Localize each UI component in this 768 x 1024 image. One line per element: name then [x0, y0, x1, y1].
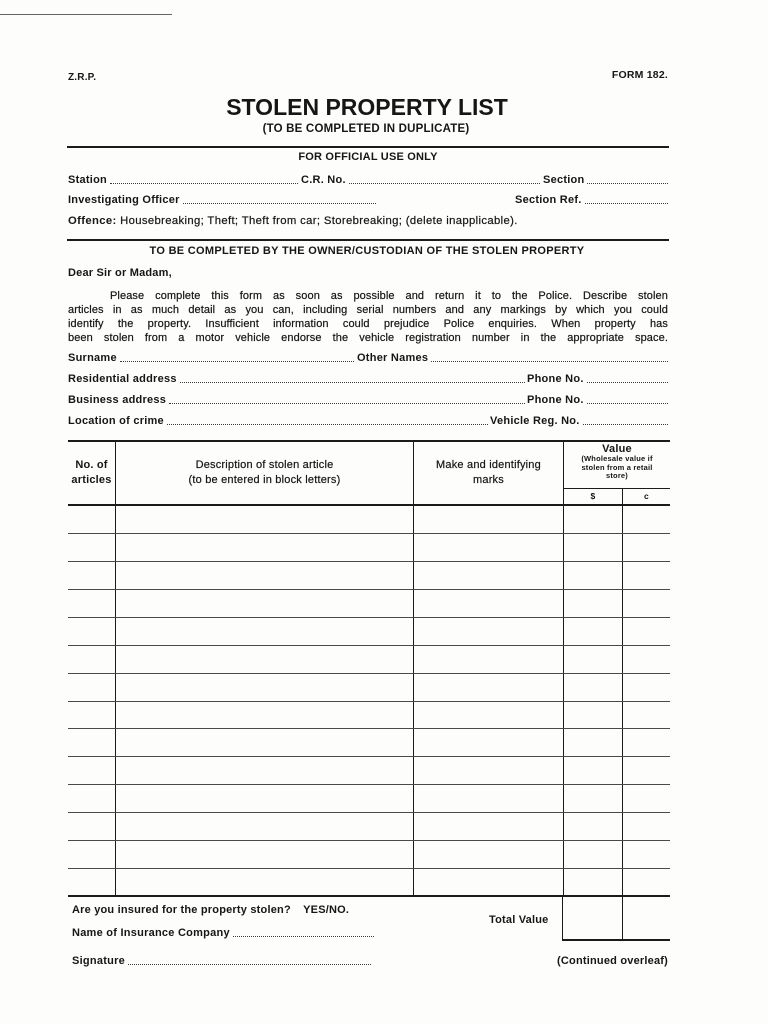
value-dollars-cell[interactable]	[564, 813, 623, 840]
marks-column-header	[414, 442, 564, 504]
article-count-cell[interactable]	[68, 841, 116, 868]
section-divider	[67, 239, 669, 241]
insurance-yes-no[interactable]: YES/NO.	[303, 904, 350, 916]
business-address-label: Business address	[68, 394, 167, 406]
identifying-marks-cell[interactable]	[414, 674, 564, 701]
description-cell[interactable]	[116, 813, 414, 840]
article-count-cell[interactable]	[68, 618, 116, 645]
identifying-marks-cell[interactable]	[414, 590, 564, 617]
identifying-marks-cell[interactable]	[414, 562, 564, 589]
offence-options[interactable]: Housebreaking; Theft; Theft from car; Storebreaking; (delete inapplicable).	[120, 215, 518, 227]
salutation: Dear Sir or Madam,	[68, 267, 172, 279]
marks-header-line: marks	[473, 474, 504, 486]
owner-section-heading: TO BE COMPLETED BY THE OWNER/CUSTODIAN OF THE STOLEN PROPERTY	[149, 245, 585, 257]
table-row	[68, 674, 670, 702]
description-cell[interactable]	[116, 785, 414, 812]
officer-label: Investigating Officer	[68, 194, 180, 206]
insurance-question-line	[72, 905, 349, 916]
identifying-marks-cell[interactable]	[414, 813, 564, 840]
section-field[interactable]	[587, 174, 668, 184]
value-header-note: stolen from a retail	[581, 462, 653, 472]
section-ref-label: Section Ref.	[515, 194, 582, 206]
other-names-field[interactable]	[431, 352, 668, 362]
article-count-cell[interactable]	[68, 562, 116, 589]
insurance-company-label: Name of Insurance Company	[72, 927, 230, 939]
article-count-cell[interactable]	[68, 785, 116, 812]
value-header-note: store)	[605, 471, 629, 480]
surname-label: Surname	[68, 352, 117, 364]
dollars-subheader: $	[564, 489, 623, 504]
article-count-cell[interactable]	[68, 869, 116, 895]
property-table-body	[68, 506, 670, 897]
station-field[interactable]	[110, 174, 298, 184]
table-row	[68, 702, 670, 730]
section-divider	[67, 146, 669, 148]
value-dollars-cell[interactable]	[564, 729, 623, 756]
insurance-question: Are you insured for the property stolen?	[72, 904, 291, 916]
instructions-line: been stolen from a motor vehicle endorse the vehicle registration number in the appropriate space.	[68, 332, 668, 344]
count-column-header	[68, 442, 116, 504]
description-cell[interactable]	[116, 757, 414, 784]
description-cell[interactable]	[116, 869, 414, 895]
table-row	[68, 869, 670, 897]
instructions-line: Please complete this form as soon as possible and return it to the Police. Describe stolen	[110, 290, 668, 302]
identifying-marks-cell[interactable]	[414, 869, 564, 895]
other-names-label: Other Names	[357, 352, 429, 364]
scan-edge-line	[0, 14, 172, 15]
description-column-header	[116, 442, 414, 504]
value-column-header	[564, 442, 670, 504]
form-number: FORM 182.	[611, 69, 668, 81]
count-header-line: No. of	[75, 459, 108, 471]
article-count-cell[interactable]	[68, 757, 116, 784]
value-dollars-cell[interactable]	[564, 757, 623, 784]
signature-label: Signature	[72, 955, 125, 967]
identifying-marks-cell[interactable]	[414, 646, 564, 673]
business-address-field[interactable]	[169, 394, 525, 404]
value-cents-cell[interactable]	[623, 590, 670, 617]
table-row	[68, 646, 670, 674]
value-cents-cell[interactable]	[623, 506, 670, 533]
identifying-marks-cell[interactable]	[414, 618, 564, 645]
table-row	[68, 785, 670, 813]
form-title: STOLEN PROPERTY LIST	[226, 94, 508, 120]
table-row	[68, 813, 670, 841]
residential-phone-label: Phone No.	[527, 373, 584, 385]
article-count-cell[interactable]	[68, 534, 116, 561]
identifying-marks-cell[interactable]	[414, 785, 564, 812]
officer-field[interactable]	[183, 194, 376, 204]
value-dollars-cell[interactable]	[564, 534, 623, 561]
article-count-cell[interactable]	[68, 729, 116, 756]
residential-phone-field[interactable]	[587, 373, 668, 383]
description-cell[interactable]	[116, 590, 414, 617]
article-count-cell[interactable]	[68, 590, 116, 617]
cr-no-field[interactable]	[349, 174, 540, 184]
value-cents-cell[interactable]	[623, 785, 670, 812]
value-cents-cell[interactable]	[623, 618, 670, 645]
form-subtitle: (TO BE COMPLETED IN DUPLICATE)	[262, 123, 470, 135]
identifying-marks-cell[interactable]	[414, 757, 564, 784]
total-value-box	[562, 897, 670, 941]
description-cell[interactable]	[116, 534, 414, 561]
value-cents-cell[interactable]	[623, 757, 670, 784]
identifying-marks-cell[interactable]	[414, 702, 564, 729]
value-cents-cell[interactable]	[623, 813, 670, 840]
description-header-line: (to be entered in block letters)	[188, 474, 341, 486]
value-dollars-cell[interactable]	[564, 618, 623, 645]
agency-code: Z.R.P.	[68, 72, 97, 83]
article-count-cell[interactable]	[68, 506, 116, 533]
article-count-cell[interactable]	[68, 702, 116, 729]
table-row	[68, 506, 670, 534]
section-label: Section	[543, 174, 585, 186]
residential-address-label: Residential address	[68, 373, 177, 385]
table-row	[68, 534, 670, 562]
total-value-label: Total Value	[489, 914, 549, 926]
value-cents-cell[interactable]	[623, 562, 670, 589]
value-dollars-cell[interactable]	[564, 674, 623, 701]
description-cell[interactable]	[116, 562, 414, 589]
value-cents-cell[interactable]	[623, 702, 670, 729]
value-cents-cell[interactable]	[623, 729, 670, 756]
value-cents-cell[interactable]	[623, 869, 670, 895]
total-dollars-cell[interactable]	[563, 897, 623, 939]
value-cents-cell[interactable]	[623, 674, 670, 701]
article-count-cell[interactable]	[68, 813, 116, 840]
table-row	[68, 729, 670, 757]
official-use-heading: FOR OFFICIAL USE ONLY	[298, 151, 438, 163]
table-row	[68, 757, 670, 785]
value-cents-cell[interactable]	[623, 646, 670, 673]
description-header-line: Description of stolen article	[195, 459, 334, 471]
description-cell[interactable]	[116, 841, 414, 868]
cr-no-label: C.R. No.	[301, 174, 346, 186]
table-row	[68, 841, 670, 869]
section-ref-field[interactable]	[585, 194, 668, 204]
description-cell[interactable]	[116, 618, 414, 645]
description-cell[interactable]	[116, 646, 414, 673]
cents-subheader: c	[644, 491, 649, 501]
crime-location-field[interactable]	[167, 415, 488, 425]
vehicle-reg-label: Vehicle Reg. No.	[490, 415, 580, 427]
offence-line	[68, 216, 518, 227]
value-dollars-cell[interactable]	[564, 506, 623, 533]
station-label: Station	[68, 174, 108, 186]
value-cents-cell[interactable]	[623, 534, 670, 561]
business-phone-label: Phone No.	[527, 394, 584, 406]
insurance-company-field[interactable]	[233, 927, 374, 937]
value-dollars-cell[interactable]	[564, 841, 623, 868]
value-dollars-cell[interactable]	[564, 785, 623, 812]
value-header-title: Value	[602, 443, 632, 455]
signature-field[interactable]	[128, 955, 371, 965]
value-dollars-cell[interactable]	[564, 869, 623, 895]
crime-location-label: Location of crime	[68, 415, 164, 427]
business-phone-field[interactable]	[587, 394, 668, 404]
value-dollars-cell[interactable]	[564, 702, 623, 729]
article-count-cell[interactable]	[68, 646, 116, 673]
description-cell[interactable]	[116, 729, 414, 756]
instructions-line: articles in as much detail as you can, including serial numbers and any markings by which you could	[68, 304, 668, 316]
marks-header-line: Make and identifying	[436, 459, 541, 471]
surname-field[interactable]	[120, 352, 354, 362]
identifying-marks-cell[interactable]	[414, 534, 564, 561]
value-header-note: (Wholesale value if	[581, 454, 653, 463]
identifying-marks-cell[interactable]	[414, 729, 564, 756]
value-dollars-cell[interactable]	[564, 646, 623, 673]
description-cell[interactable]	[116, 674, 414, 701]
description-cell[interactable]	[116, 702, 414, 729]
value-cents-cell[interactable]	[623, 841, 670, 868]
continued-overleaf-note: (Continued overleaf)	[557, 955, 668, 967]
identifying-marks-cell[interactable]	[414, 841, 564, 868]
identifying-marks-cell[interactable]	[414, 506, 564, 533]
total-cents-cell[interactable]	[623, 897, 670, 939]
instructions-line: identify the property. Insufficient information could prejudice Police enquiries. When property has	[68, 318, 668, 330]
residential-address-field[interactable]	[180, 373, 525, 383]
table-row	[68, 590, 670, 618]
count-header-line: articles	[71, 474, 112, 486]
offence-label: Offence:	[68, 215, 117, 227]
property-table-header	[68, 440, 670, 506]
table-row	[68, 562, 670, 590]
vehicle-reg-field[interactable]	[583, 415, 668, 425]
description-cell[interactable]	[116, 506, 414, 533]
value-dollars-cell[interactable]	[564, 590, 623, 617]
table-row	[68, 618, 670, 646]
article-count-cell[interactable]	[68, 674, 116, 701]
value-dollars-cell[interactable]	[564, 562, 623, 589]
